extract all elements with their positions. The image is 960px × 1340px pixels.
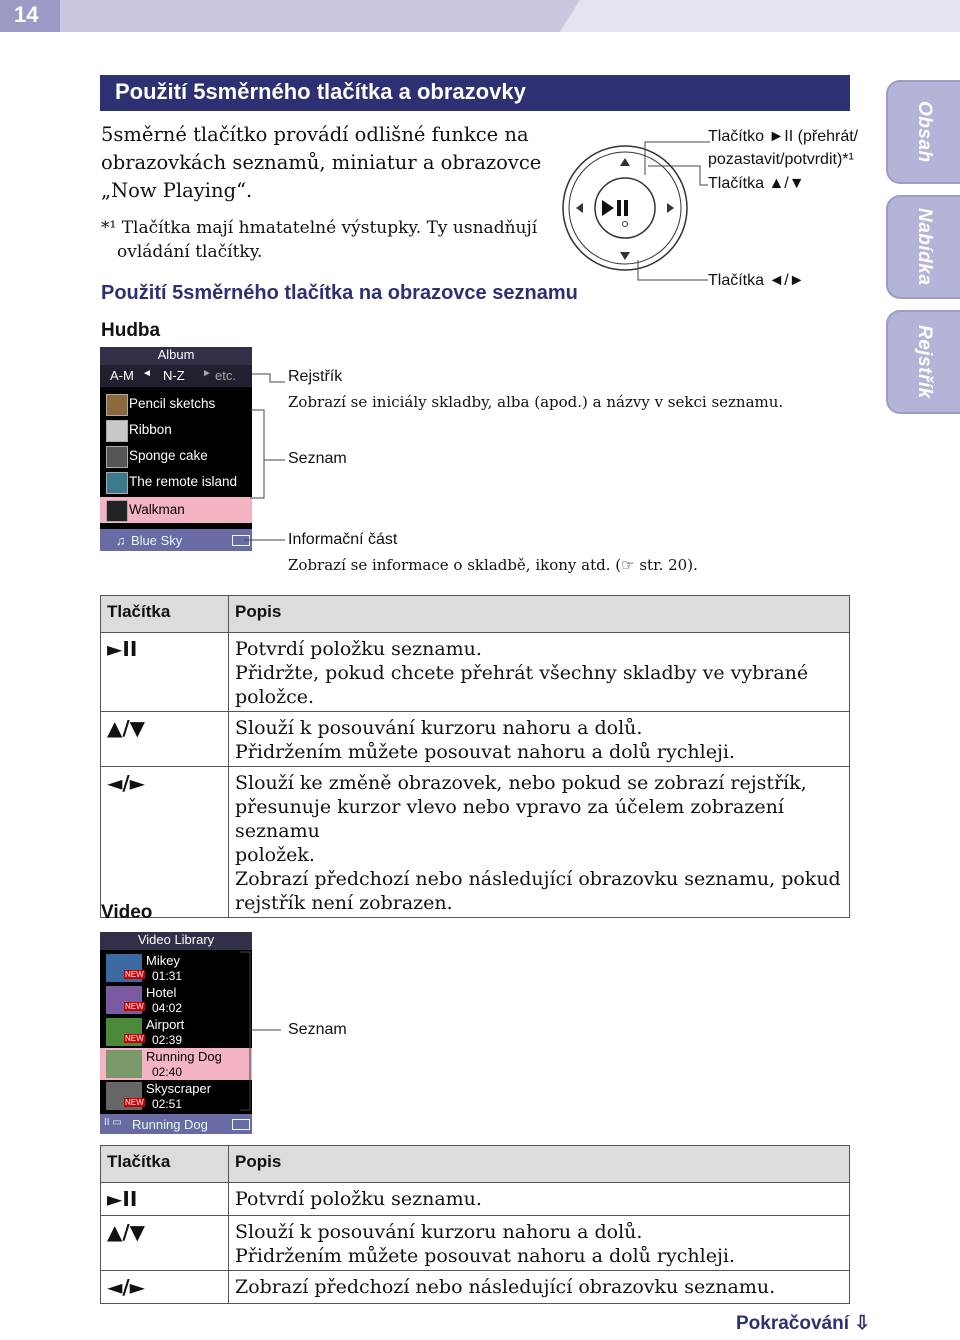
dpad-play-label-1: Tlačítko ►II (přehrát/	[708, 128, 859, 145]
buttons-table-music	[100, 595, 850, 918]
music-list-screen	[100, 347, 252, 551]
info-callout-text: Zobrazí se informace o skladbě, ikony atd. (☞ str. 20).	[288, 556, 698, 574]
index-callout-text: Zobrazí se iniciály skladby, alba (apod.) a názvy v sekci seznamu.	[288, 393, 784, 411]
index-nz: N-Z	[163, 368, 185, 383]
intro-line-1: 5směrné tlačítko provádí odlišné funkce na	[101, 123, 529, 146]
tab-index[interactable]	[886, 310, 960, 414]
music-heading: Hudba	[101, 320, 161, 341]
table-row	[101, 767, 850, 918]
info-area: II ▭ Running Dog	[100, 1114, 252, 1134]
footnote-line-2: ovládání tlačítky.	[117, 242, 263, 262]
table-key: ►II	[101, 1183, 229, 1216]
section-title: Použití 5směrného tlačítka a obrazovky	[115, 79, 526, 104]
table-desc: Zobrazí předchozí nebo následující obrazovku seznamu.	[229, 1271, 850, 1304]
info-callout-title: Informační část	[288, 531, 398, 548]
index-etc: etc.	[215, 368, 236, 383]
table-header-buttons: Tlačítka	[101, 1146, 229, 1183]
table-header-buttons: Tlačítka	[101, 596, 229, 633]
intro-line-3: „Now Playing“.	[101, 179, 253, 202]
table-key: ►II	[101, 633, 229, 712]
table-row	[101, 1271, 850, 1304]
dpad-leftright-label: Tlačítka ◄/►	[708, 272, 805, 289]
table-desc: Potvrdí položku seznamu.	[229, 1183, 850, 1216]
list-item: The remote island	[100, 469, 252, 495]
page-number: 14	[14, 2, 39, 27]
list-item: Ribbon	[100, 417, 252, 443]
list-item: NEW Skyscraper 02:51	[100, 1080, 252, 1112]
table-row	[101, 712, 850, 767]
table-header-description: Popis	[229, 596, 850, 633]
list-item: Sponge cake	[100, 443, 252, 469]
screen-header: Album	[100, 347, 252, 365]
table-header-description: Popis	[229, 1146, 850, 1183]
table-desc: Slouží ke změně obrazovek, nebo pokud se zobrazí rejstřík, přesunuje kurzor vlevo nebo vpravo za účelem zobrazení seznamu položek. Zobrazí předchozí nebo následující obrazovku seznamu, pokud rejstřík není zobrazen.	[229, 767, 850, 918]
dpad-updown-label: Tlačítka ▲/▼	[708, 175, 805, 192]
screen-header: Video Library	[100, 932, 252, 950]
list-item-selected: Running Dog 02:40	[100, 1048, 252, 1080]
list-item: NEW Hotel 04:02	[100, 984, 252, 1016]
dpad-play-label-2: pozastavit/potvrdit)*¹	[708, 151, 854, 168]
table-row	[101, 1183, 850, 1216]
video-list-screen	[100, 932, 252, 1134]
tab-menu-label: Nabídka	[914, 208, 935, 286]
list-callout-title: Seznam	[288, 450, 347, 467]
tab-contents-label: Obsah	[914, 101, 935, 163]
buttons-table-video	[100, 1145, 850, 1304]
video-heading: Video	[101, 902, 153, 923]
video-callout-lines	[236, 950, 296, 1120]
intro-line-2: obrazovkách seznamů, miniatur a obrazovce	[101, 151, 542, 174]
continue-link[interactable]: Pokračování ⇩	[736, 1313, 871, 1334]
index-am: A-M	[110, 368, 134, 383]
index-callout-title: Rejstřík	[288, 368, 343, 385]
table-row	[101, 1216, 850, 1271]
list-item: NEW Airport 02:39	[100, 1016, 252, 1048]
video-list-callout: Seznam	[288, 1021, 347, 1038]
tab-index-label: Rejstřík	[914, 325, 935, 399]
table-desc: Potvrdí položku seznamu. Přidržte, pokud chcete přehrát všechny skladby ve vybrané položce.	[229, 633, 850, 712]
page-header-bar	[0, 0, 960, 32]
table-key: ◄/►	[101, 1271, 229, 1304]
table-key: ▲/▼	[101, 1216, 229, 1271]
list-screen-subheading: Použití 5směrného tlačítka na obrazovce seznamu	[101, 282, 578, 304]
now-playing-title: Running Dog	[132, 1117, 208, 1132]
table-key: ◄/►	[101, 767, 229, 918]
tab-contents[interactable]	[886, 80, 960, 184]
info-area: ♫ Blue Sky	[100, 529, 252, 551]
table-row	[101, 633, 850, 712]
tab-menu[interactable]	[886, 195, 960, 299]
table-key: ▲/▼	[101, 712, 229, 767]
list-item: Pencil sketchs	[100, 391, 252, 417]
list-item-selected: Walkman	[100, 497, 252, 523]
dpad-callout-lines	[560, 130, 720, 290]
footnote-line-1: *¹ Tlačítka mají hmatatelné výstupky. Ty usnadňují	[101, 218, 538, 238]
now-playing-title: Blue Sky	[131, 533, 183, 548]
list-item: NEW Mikey 01:31	[100, 952, 252, 984]
screen-index-row: A-M ◄ N-Z ► etc.	[100, 365, 252, 387]
table-desc: Slouží k posouvání kurzoru nahoru a dolů. Přidržením můžete posouvat nahoru a dolů rychleji.	[229, 712, 850, 767]
table-desc: Slouží k posouvání kurzoru nahoru a dolů. Přidržením můžete posouvat nahoru a dolů rychleji.	[229, 1216, 850, 1271]
